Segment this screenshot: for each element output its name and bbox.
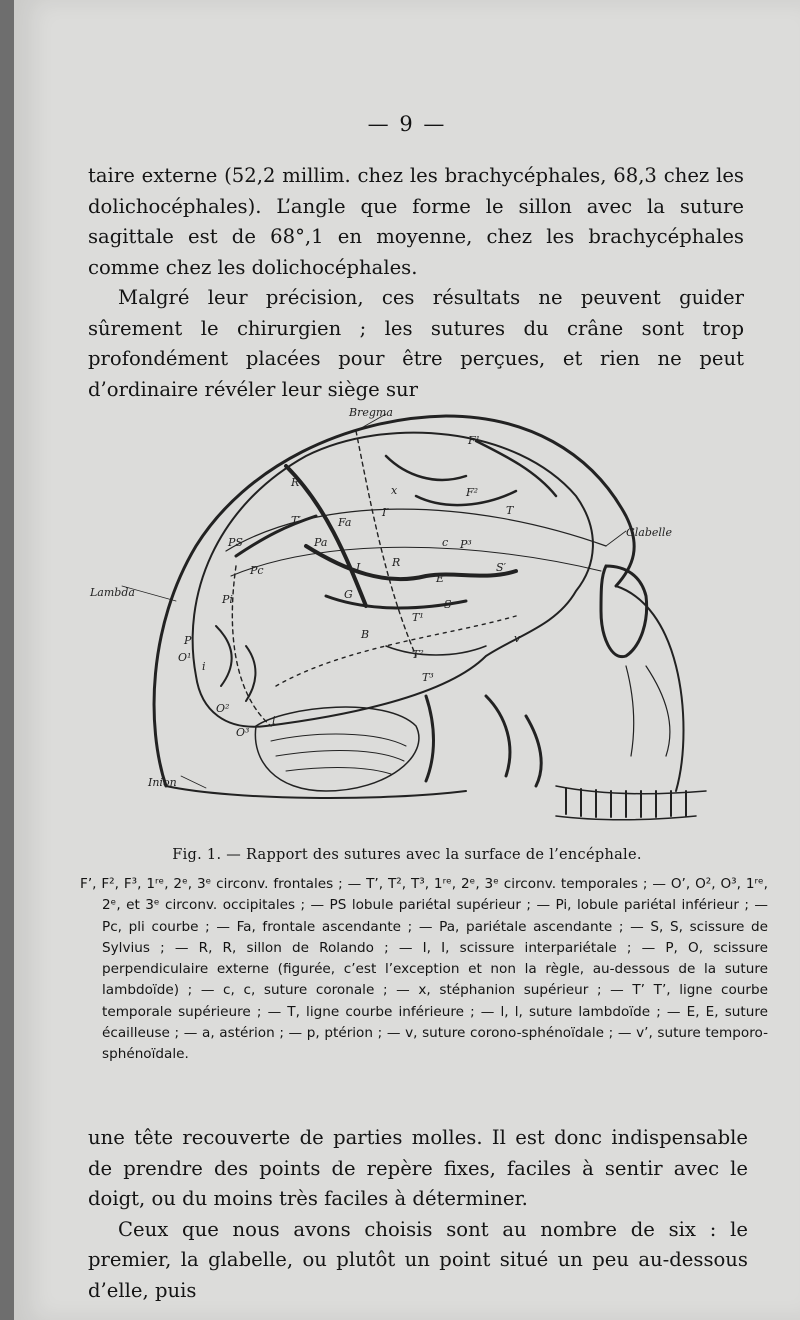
cerebellum-folia	[271, 734, 406, 774]
page-number: — 9 —	[367, 112, 447, 136]
label-inion: Inion	[148, 776, 177, 789]
label-R: R	[291, 476, 300, 489]
label-T3: T³	[422, 671, 434, 684]
label-lambda: Lambda	[90, 586, 135, 599]
label-O2: O²	[216, 702, 230, 715]
label-R2: R	[392, 556, 401, 569]
paragraph: Ceux que nous avons choisis sont au nombre de six : le premier, la glabelle, ou plutôt un point situé un peu au-dessous d’elle, puis	[88, 1217, 748, 1302]
squamous-suture	[276, 616, 516, 686]
occipital-sulci	[216, 626, 255, 701]
label-I: I	[356, 561, 361, 574]
paragraph: taire externe (52,2 millim. chez les brachycéphales, 68,3 chez les dolichocéphales). L’angle que forme le sillon avec la suture sagittale est de 68°,1 en moyenne, chez les brachycéphales comme chez les dolichocéphales.	[88, 164, 744, 279]
label-O1: O¹	[178, 651, 192, 664]
label-B: B	[361, 628, 370, 641]
label-c: c	[442, 536, 449, 549]
label-x: x	[391, 484, 398, 497]
label-v: v	[514, 632, 521, 645]
label-leaders	[122, 414, 626, 788]
paragraph: une tête recouverte de parties molles. Il est donc indispensable de prendre des points de repère fixes, faciles à sentir avec le doigt, ou du moins très faciles à déterminer.	[88, 1126, 748, 1210]
cerebellum	[255, 707, 419, 791]
coronal-suture	[356, 431, 416, 656]
face-profile	[616, 586, 684, 791]
label-F2: F²	[466, 486, 479, 499]
label-Pc: Pc	[250, 564, 264, 577]
label-i2: i	[272, 714, 276, 727]
text-block-top	[88, 161, 744, 405]
label-O3: O³	[236, 726, 250, 739]
label-PS: PS	[228, 536, 243, 549]
skull-base	[166, 786, 466, 798]
label-glabelle: Glabelle	[626, 526, 672, 539]
label-P3: P³	[460, 538, 472, 551]
label-S: S	[444, 598, 452, 611]
label-i: i	[202, 660, 206, 673]
label-T: T	[506, 504, 514, 517]
label-Sprime: S′	[496, 561, 507, 574]
label-G: G	[344, 588, 353, 601]
text-block-bottom	[88, 1123, 748, 1306]
label-T2: T²	[412, 648, 424, 661]
paragraph: Malgré leur précision, ces résultats ne peuvent guider sûrement le chirurgien ; les sutures du crâne sont trop profondément placées pour être perçues, et rien ne peut d’ordinaire révéler leur siège sur	[88, 286, 744, 401]
label-P: P	[184, 634, 192, 647]
figure-caption-title: Fig. 1. — Rapport des sutures avec la surface de l’encéphale.	[172, 847, 642, 863]
jaw-lines	[556, 786, 706, 820]
label-bregma: Bregma	[349, 406, 393, 419]
maxilla	[626, 666, 670, 756]
label-E: E	[436, 572, 445, 585]
label-Pi: Pi	[222, 593, 233, 606]
label-Tprime: T′	[291, 514, 301, 527]
label-Fa: Fa	[338, 516, 352, 529]
lambdoid-suture	[232, 566, 271, 726]
interparietal-sulcus	[236, 516, 316, 556]
book-page	[14, 0, 800, 1320]
inferior-temporal-sulcus	[386, 646, 486, 655]
teeth	[566, 788, 686, 817]
skull-base-structures	[426, 696, 541, 786]
label-Iprime: I′	[382, 506, 389, 519]
label-Pa: Pa	[314, 536, 328, 549]
label-T1: T¹	[412, 611, 424, 624]
skull-brain-figure	[86, 396, 750, 836]
temporal-line-lower	[231, 547, 601, 576]
figure-legend: F’, F², F³, 1ʳᵉ, 2ᵉ, 3ᵉ circonv. frontales ; — T’, T², T³, 1ʳᵉ, 2ᵉ, 3ᵉ circonv. temporales ; — O’, O², O³, 1ʳᵉ, 2ᵉ, et 3ᵉ circonv. occipitales ; — PS lobule pariétal supérieur ; — Pi, lobule pariétal inférieur ; — Pc, pli courbe ; — Fa, frontale ascendante ; — Pa, pariétale ascendante ; — S, S, scissure de Sylvius ; — R, R, sillon de Rolando ; — I, I, scissure interpariétale ; — P, O, scissure perpendiculaire externe (figurée, c’est l’exception et non la règle, au-dessous de la suture lambdoïde) ; — c, c, suture coronale ; — x, stéphanion supérieur ; — T’ T’, ligne courbe temporale supérieure ; — T, ligne courbe inférieure ; — l, l, suture lambdoïde ; — E, E, suture écailleuse ; — a, astérion ; — p, ptérion ; — v, suture corono-sphénoïdale ; — v’, suture temporo-sphénoïdale.	[80, 876, 768, 1063]
orbit	[601, 566, 647, 657]
label-F1: F¹	[468, 434, 481, 447]
